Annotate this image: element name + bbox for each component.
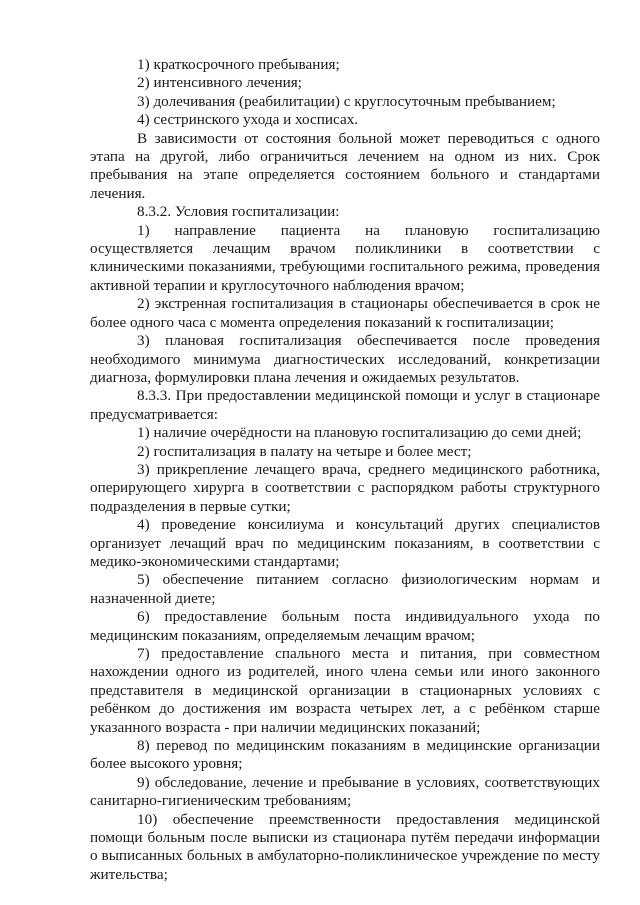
list-item-queue: 1) наличие очерёдности на плановую госпитализацию до семи дней; xyxy=(137,424,582,442)
list-item-continuity: 10) обеспечение преемственности предоставления медицинской помощи больным после выписки из стационара путём передачи информации о выписанных больных в амбулаторно-поликлиническое учреждение по месту жительства; xyxy=(90,810,600,883)
list-item-nutrition: 5) обеспечение питанием согласно физиологическим нормам и назначенной диете; xyxy=(90,571,600,607)
list-item-transfer: 8) перевод по медицинским показаниям в медицинские организации более высокого уровня; xyxy=(90,737,600,773)
section-heading-8-3-2: 8.3.2. Условия госпитализации: xyxy=(137,203,340,221)
list-item-attending-staff: 3) прикрепление лечащего врача, среднего медицинского работника, оперирующего хирурга в соответствии с распорядком работы структурного подразделения в первые сутки; xyxy=(90,460,600,515)
list-item-nursing-hospice: 4) сестринского ухода и хосписах. xyxy=(137,111,359,129)
document-body xyxy=(90,56,600,884)
section-heading-8-3-3: 8.3.3. При предоставлении медицинской помощи и услуг в стационаре предусматривается: xyxy=(90,387,600,423)
list-item-individual-care: 6) предоставление больным поста индивидуального ухода по медицинским показаниям, определяемым лечащим врачом; xyxy=(90,608,600,644)
paragraph-stage-transfer: В зависимости от состояния больной может переводиться с одного этапа на другой, либо ограничиться лечением на одном из них. Срок пребывания на этапе определяется состоянием больного и стандартами лечения. xyxy=(90,129,600,202)
list-item-rehabilitation: 3) долечивания (реабилитации) с круглосуточным пребыванием; xyxy=(137,92,556,110)
list-item-short-stay: 1) краткосрочного пребывания; xyxy=(137,56,340,73)
list-item-emergency-hospitalization: 2) экстренная госпитализация в стационары обеспечивается в срок не более одного часа с момента определения показаний к госпитализации; xyxy=(90,295,600,331)
list-item-intensive-care: 2) интенсивного лечения; xyxy=(137,74,302,92)
list-item-sanitary-conditions: 9) обследование, лечение и пребывание в условиях, соответствующих санитарно-гигиеническим требованиям; xyxy=(90,773,600,810)
list-item-planned-referral: 1) направление пациента на плановую госпитализацию осуществляется лечащим врачом поликлиники в соответствии с клиническими показаниями, требующими госпитального режима, проведения активной терапии и круглосуточного наблюдения врачом; xyxy=(90,221,600,294)
list-item-ward: 2) госпитализация в палату на четыре и более мест; xyxy=(137,442,472,460)
list-item-planned-hospitalization: 3) плановая госпитализация обеспечивается после проведения необходимого минимума диагностических исследований, конкретизации диагноза, формулировки плана лечения и ожидаемых результатов. xyxy=(90,332,600,386)
list-item-parent-stay: 7) предоставление спального места и питания, при совместном нахождении одного из родителей, иного члена семьи или иного законного представителя в медицинской организации в стационарных условиях с ребёнком до достижения им возраста четырех лет, а с ребёнком старше указанного возраста - при наличии медицинских показаний; xyxy=(90,645,600,736)
list-item-consilium: 4) проведение консилиума и консультаций других специалистов организует лечащий врач по медицинским показаниям, в соответствии с медико-экономическими стандартами; xyxy=(90,516,600,570)
